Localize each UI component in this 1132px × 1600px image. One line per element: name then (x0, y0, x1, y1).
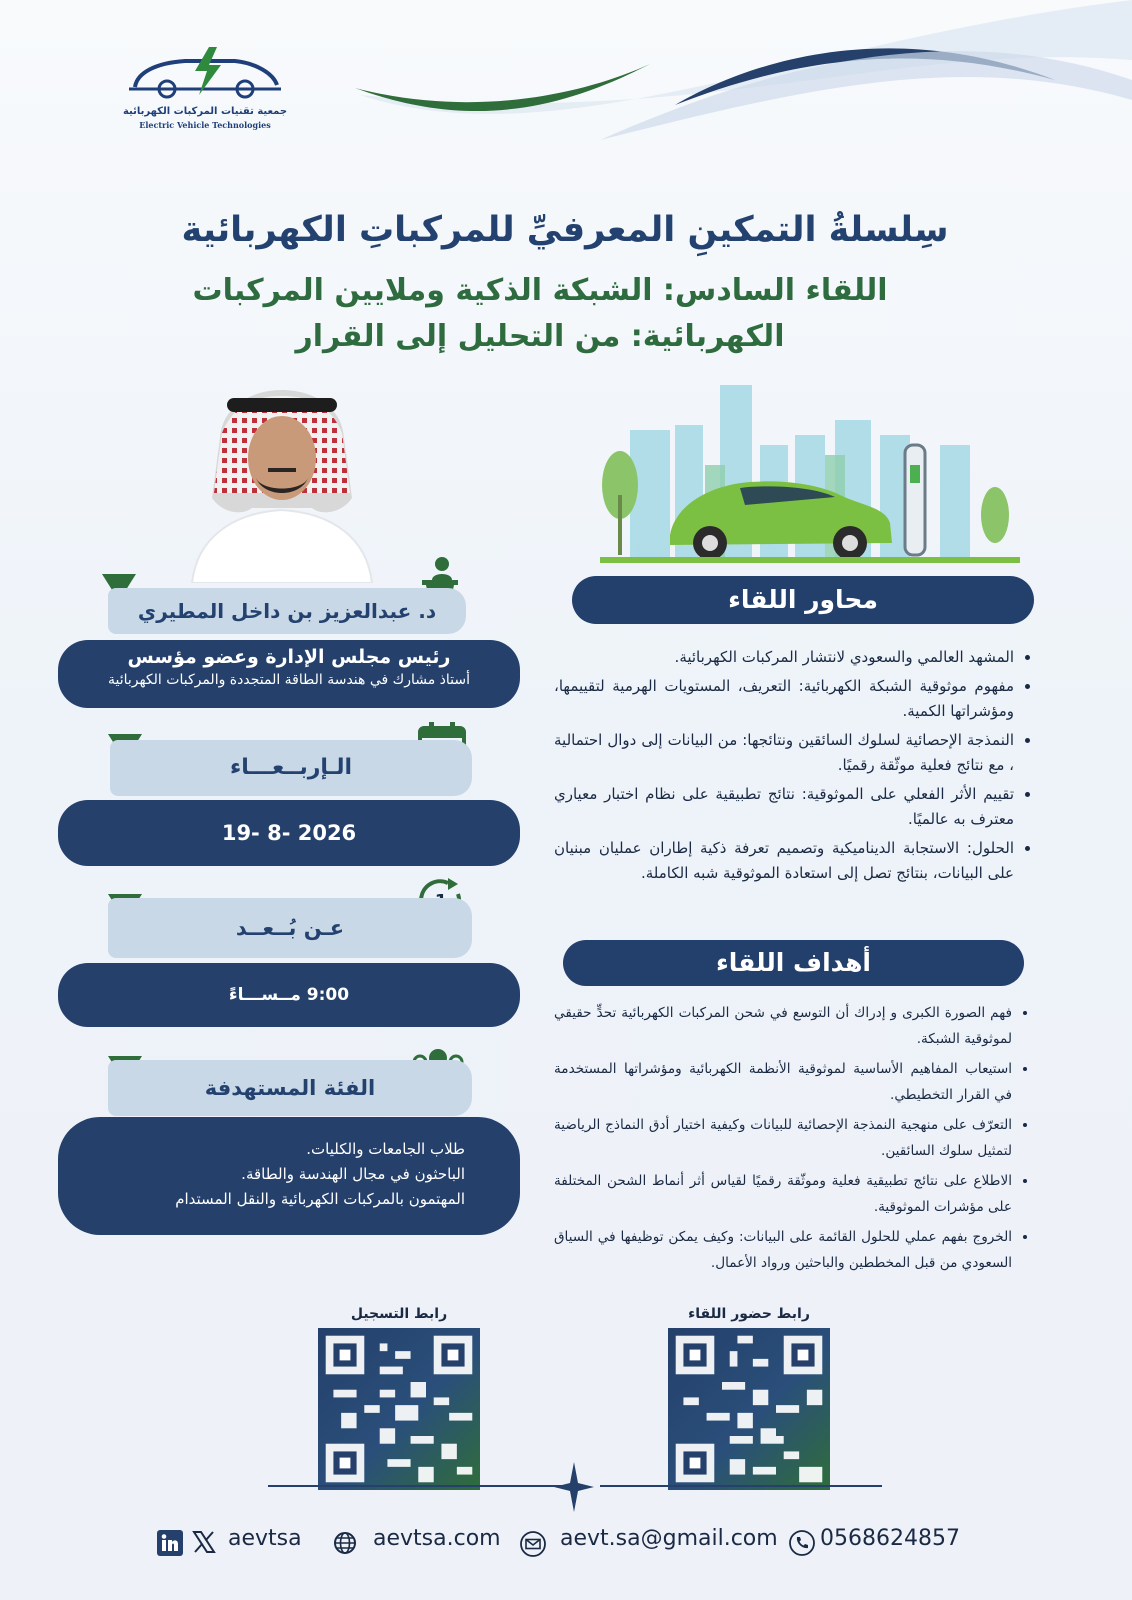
goals-item: • استيعاب المفاهيم الأساسية لموثوقية الأنظمة الكهربائية ومؤشراتها المستخدمة في القرار التخطيطي. (554, 1056, 1012, 1108)
phone-icon (789, 1530, 815, 1556)
speaker-name: د. عبدالعزيز بن داخل المطيري (108, 588, 466, 634)
social-handle[interactable]: aevtsa (228, 1526, 302, 1551)
series-title: سِلسلةُ التمكينِ المعرفيِّ للمركباتِ الكهربائية (181, 210, 949, 250)
session-title (140, 268, 940, 360)
speaker-photo (172, 388, 392, 583)
audience-line: طلاب الجامعات والكليات. (306, 1140, 465, 1158)
qr-pattern-icon (668, 1328, 830, 1490)
email-link[interactable]: aevt.sa@gmail.com (560, 1526, 778, 1551)
audience-lines (175, 1137, 465, 1212)
speaker-role-line-1: رئيس مجلس الإدارة وعضو مؤسس (127, 646, 451, 668)
audience-heading: الفئة المستهدفة (108, 1060, 472, 1116)
email-icon (520, 1531, 546, 1557)
audience-box (58, 1117, 520, 1235)
x-twitter-icon[interactable] (192, 1530, 216, 1554)
event-date: 19- 8- 2026 (58, 800, 520, 866)
attend-qr-label: رابط حضور اللقاء (688, 1306, 810, 1322)
event-mode: عـن بُــعــد (108, 898, 472, 958)
register-qr-code[interactable] (318, 1328, 480, 1490)
axes-item: • تقييم الأثر الفعلي على الموثوقية: نتائج تطبيقية على نظام اختبار معياري معترف به عالميًا. (554, 782, 1014, 832)
session-title-line-2: الكهربائية: من التحليل إلى القرار (295, 319, 785, 354)
audience-line: الباحثون في مجال الهندسة والطاقة. (241, 1165, 465, 1183)
axes-item: • النمذجة الإحصائية لسلوك السائقين ونتائجها: من البيانات إلى دوال احتمالية ، مع نتائج فعلية موثّقة رقميًا. (554, 728, 1014, 778)
goals-item: • الاطلاع على نتائج تطبيقية فعلية وموثّقة رقميًا لقياس أثر أنماط الشحن المختلفة على مؤشرات الموثوقية. (554, 1168, 1012, 1220)
goals-item: • الخروج بفهم عملي للحلول القائمة على البيانات: وكيف يمكن توظيفها في السياق السعودي من قبل المخططين والباحثين ورواد الأعمال. (554, 1224, 1012, 1276)
ev-city-illustration (600, 385, 1020, 570)
session-title-line-1: اللقاء السادس: الشبكة الذكية وملايين المركبات (192, 273, 888, 308)
axes-list (554, 645, 1032, 890)
website-link[interactable]: aevtsa.com (373, 1526, 501, 1551)
organization-logo (110, 45, 300, 145)
logo-english-name: Electric Vehicle Technologies (139, 120, 271, 130)
axes-heading: محاور اللقاء (572, 576, 1034, 624)
goals-list (554, 1000, 1030, 1280)
goals-heading: أهداف اللقاء (563, 940, 1024, 986)
speaker-role (58, 640, 520, 708)
axes-item: • الحلول: الاستجابة الديناميكية وتصميم تعرفة ذكية إطاران عمليان مبنيان على البيانات، بنتائج تصل إلى استعادة الموثوقية شبه الكاملة. (554, 836, 1014, 886)
divider-line-left (268, 1485, 568, 1487)
qr-pattern-icon (318, 1328, 480, 1490)
axes-item: • المشهد العالمي والسعودي لانتشار المركبات الكهربائية. (554, 645, 1014, 670)
logo-arabic-name: جمعية تقنيات المركبات الكهربائية (122, 106, 288, 117)
sparkle-star-icon (554, 1462, 594, 1512)
goals-item: • فهم الصورة الكبرى و إدراك أن التوسع في شحن المركبات الكهربائية تحدٍّ حقيقي لموثوقية الشبكة. (554, 1000, 1012, 1052)
speaker-role-line-2: أستاذ مشارك في هندسة الطاقة المتجددة والمركبات الكهربائية (107, 672, 471, 688)
phone-number[interactable]: 0568624857 (820, 1526, 960, 1551)
event-day: الـإربــعـــاء (110, 740, 472, 796)
event-time: 9:00 مــســـاءً (58, 963, 520, 1027)
register-qr-label: رابط التسجيل (350, 1306, 448, 1322)
audience-line: المهتمون بالمركبات الكهربائية والنقل المستدام (175, 1190, 465, 1208)
linkedin-icon[interactable] (157, 1530, 183, 1556)
goals-item: • التعرّف على منهجية النمذجة الإحصائية للبيانات وكيفية اختيار أدق النماذج الرياضية لتمثيل سلوك السائقين. (554, 1112, 1012, 1164)
divider-line-right (600, 1485, 882, 1487)
axes-item: • مفهوم موثوقية الشبكة الكهربائية: التعريف، المستويات الهرمية لتقييمها، ومؤشراتها الكمية. (554, 674, 1014, 724)
globe-icon (333, 1531, 357, 1555)
attend-qr-code[interactable] (668, 1328, 830, 1490)
car-logo-icon (125, 45, 285, 100)
